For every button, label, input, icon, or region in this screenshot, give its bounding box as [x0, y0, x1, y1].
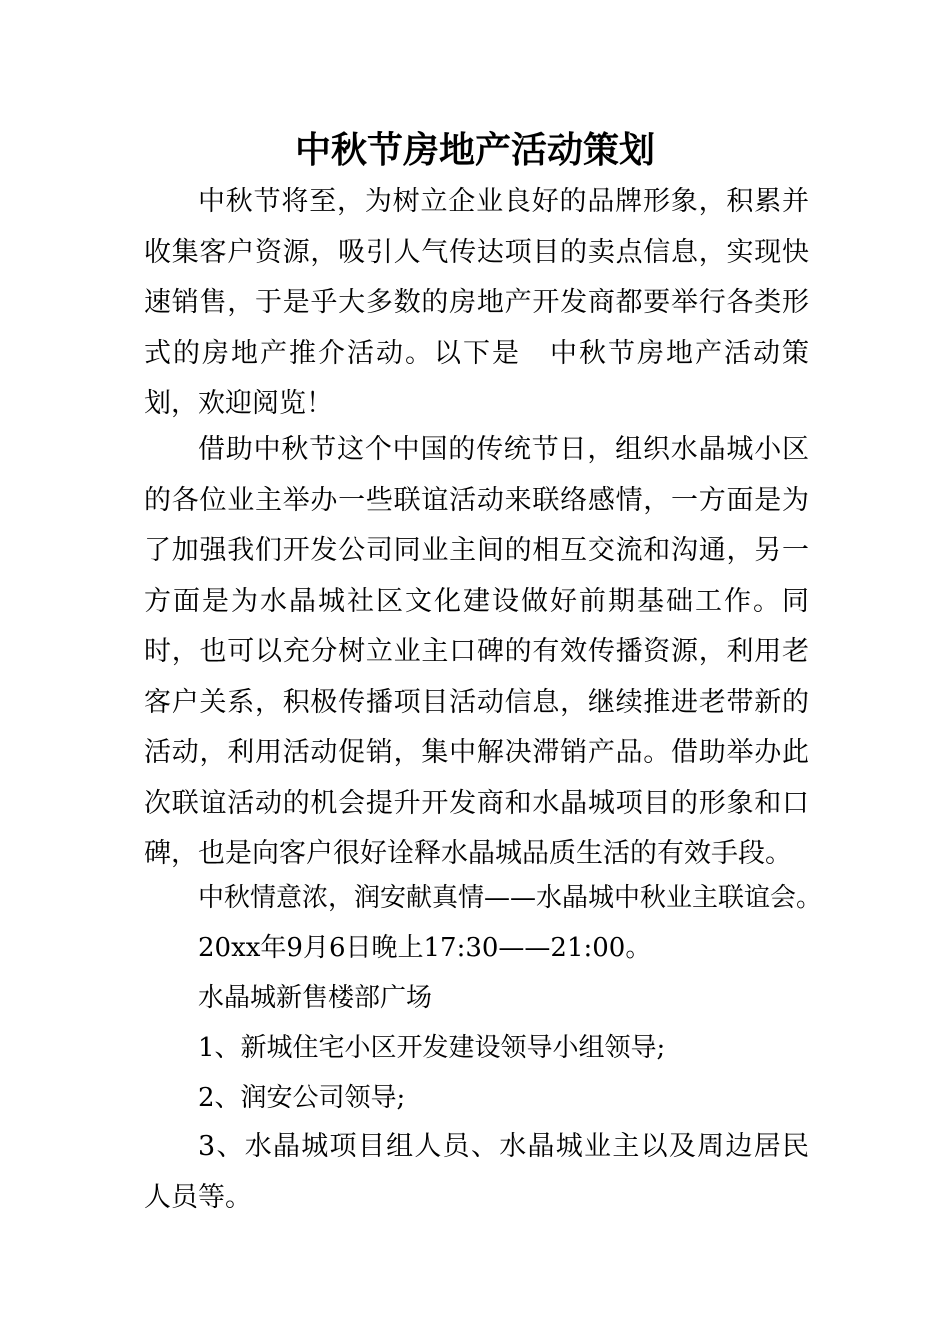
event-theme: 中秋情意浓，润安献真情——水晶城中秋业主联谊会。 [198, 883, 823, 913]
participant-item: 3、水晶城项目组人员、水晶城业主以及周边居民人员等。 [144, 1131, 809, 1213]
event-time: 20xx年9月6日晚上17:30——21:00。 [198, 933, 652, 963]
event-venue: 水晶城新售楼部广场 [198, 983, 433, 1013]
purpose-paragraph: 借助中秋节这个中国的传统节日，组织水晶城小区的各位业主举办一些联谊活动来联络感情，一方面是为了加强我们开发公司同业主间的相互交流和沟通，另一方面是为水晶城社区文化建设做好前期基础工作。同时，也可以充分树立业主口碑的有效传播资源，利用老客户关系，积极传播项目活动信息，继续推进老带新的活动，利用活动促销，集中解决滞销产品。借助举办此次联谊活动的机会提升开发商和水晶城项目的形象和口碑，也是向客户很好诠释水晶城品质生活的有效手段。 [144, 434, 809, 869]
intro-paragraph: 中秋节将至，为树立企业良好的品牌形象，积累并收集客户资源，吸引人气传达项目的卖点信息，实现快速销售，于是乎大多数的房地产开发商都要举行各类形式的房地产推介活动。以下是 中秋节房地产活动策划，欢迎阅览！ [144, 186, 809, 419]
participant-item: 2、润安公司领导; [198, 1083, 406, 1113]
participant-item: 1、新城住宅小区开发建设领导小组领导; [198, 1033, 666, 1063]
document-title: 中秋节房地产活动策划 [294, 129, 655, 171]
